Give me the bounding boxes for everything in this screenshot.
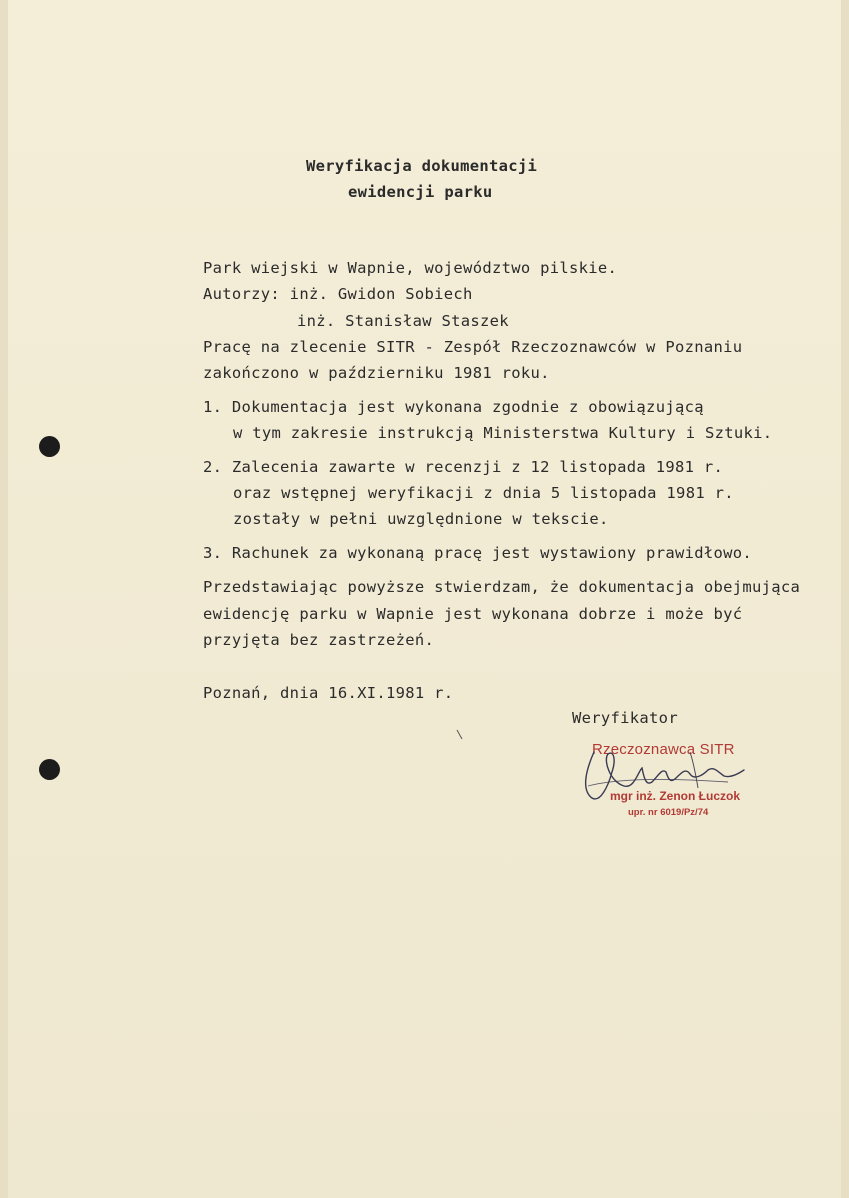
stray-mark	[455, 728, 465, 742]
paper-edge-left	[0, 0, 8, 1198]
title-line-1: Weryfikacja dokumentacji	[306, 157, 538, 175]
conclusion-line-3: przyjęta bez zastrzeżeń.	[203, 631, 435, 649]
paper-edge-right	[841, 0, 849, 1198]
handwritten-signature	[578, 742, 753, 808]
signatory-label: Weryfikator	[572, 709, 678, 727]
stamp-line-1: Rzeczoznawca SITR	[592, 741, 735, 758]
item-1-line-1: 1. Dokumentacja jest wykonana zgodnie z obowiązującą	[203, 398, 704, 416]
authors-line-1: Autorzy: inż. Gwidon Sobiech	[203, 285, 473, 303]
commission-line-1: Pracę na zlecenie SITR - Zespół Rzeczoznawców w Poznaniu	[203, 338, 743, 356]
item-3-line-1: 3. Rachunek za wykonaną pracę jest wystawiony prawidłowo.	[203, 544, 753, 562]
punch-hole-bottom	[39, 759, 60, 780]
item-1-line-2: w tym zakresie instrukcją Ministerstwa Kultury i Sztuki.	[233, 424, 773, 442]
authors-line-2: inż. Stanisław Staszek	[297, 312, 509, 330]
stamp-line-3: upr. nr 6019/Pz/74	[628, 807, 709, 818]
item-2-line-2: oraz wstępnej weryfikacji z dnia 5 listopada 1981 r.	[233, 484, 734, 502]
commission-line-2: zakończono w październiku 1981 roku.	[203, 364, 550, 382]
title-line-2: ewidencji parku	[348, 183, 493, 201]
conclusion-line-2: ewidencję parku w Wapnie jest wykonana dobrze i może być	[203, 605, 743, 623]
item-2-line-3: zostały w pełni uwzględnione w tekscie.	[233, 510, 609, 528]
punch-hole-top	[39, 436, 60, 457]
conclusion-line-1: Przedstawiając powyższe stwierdzam, że dokumentacja obejmująca	[203, 578, 801, 596]
stamp-line-2: mgr inż. Zenon Łuczok	[610, 789, 741, 803]
place-date: Poznań, dnia 16.XI.1981 r.	[203, 684, 454, 702]
park-line: Park wiejski w Wapnie, województwo pilskie.	[203, 259, 618, 277]
item-2-line-1: 2. Zalecenia zawarte w recenzji z 12 listopada 1981 r.	[203, 458, 724, 476]
